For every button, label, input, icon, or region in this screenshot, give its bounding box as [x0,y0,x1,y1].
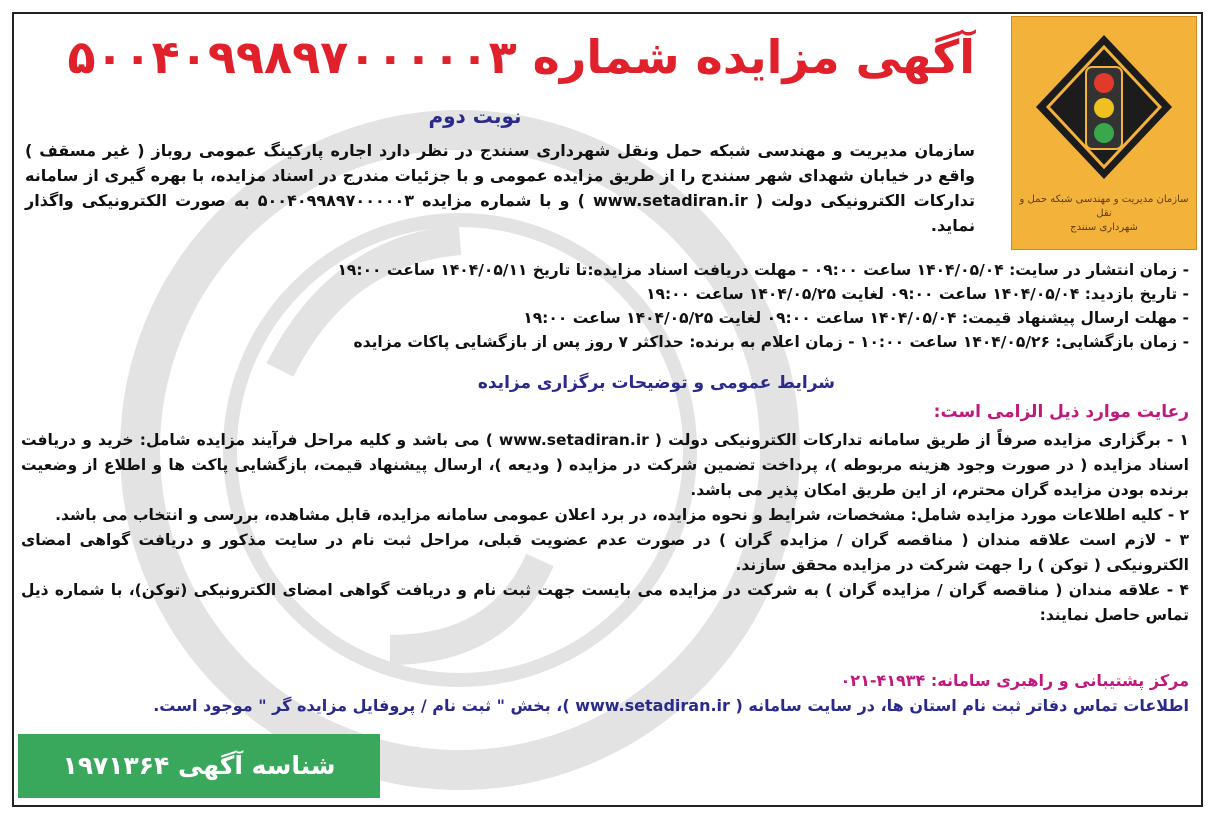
condition-item: ۲ - کلیه اطلاعات مورد مزایده شامل: مشخصات، شرایط و نحوه مزایده، در برد اعلان عمومی سامانه مزایده، قابل مشاهده، بررسی و انتخاب می باشد. [55,506,1189,524]
date-line: - زمان بازگشایی: ۱۴۰۴/۰۵/۲۶ ساعت ۱۰:۰۰ - زمان اعلام به برنده: حداکثر ۷ روز پس از بازگشایی پاکات مزایده [353,333,1189,351]
traffic-light-icon [1012,17,1196,197]
condition-item: ۱ - برگزاری مزایده صرفاً از طریق سامانه تدارکات الکترونیکی دولت ( www.setadiran.ir ) می باشد و کلیه مراحل فرآیند مزایده شامل: خرید و دریافت اسناد مزایده ( در صورت وجود هزینه مربوطه )، پرداخت تضمین شرکت در مزایده ( ودیعه )، ارسال پیشنهاد قیمت، بازگشایی پاکت ها و اطلاع از وضعیت برنده بودن مزایده گران محترم، از این طریق امکان پذیر می باشد. [21,431,1189,499]
intro-paragraph: سازمان مدیریت و مهندسی شبکه حمل ونقل شهرداری سنندج در نظر دارد اجاره پارکینگ عمومی روباز ( غیر مسقف ) واقع در خیابان شهدای شهر سنندج را از طریق مزایده عمومی و با جزئیات مندرج در اسناد مزایده، با بهره گیری از سامانه تدارکات الکترونیکی دولت ( www.setadiran.ir ) و با شماره مزایده ۵۰۰۴۰۹۹۸۹۷۰۰۰۰۰۳ به صورت الکترونیکی واگذار نماید. [25,141,976,235]
logo-caption-line2: شهرداری سنندج [1070,222,1138,233]
condition-item: ۴ - علاقه مندان ( مناقصه گران / مزایده گران ) به شرکت در مزایده می بایست جهت ثبت نام و دریافت گواهی امضای الکترونیکی (توکن)، با شماره ذیل تماس حاصل نمایند: [21,581,1189,624]
offices-line: اطلاعات تماس دفاتر ثبت نام استان ها، در سایت سامانه ( www.setadiran.ir )، بخش " ثبت نام / پروفایل مزایده گر " موجود است. [153,696,1189,715]
notice-title: آگهی مزایده شماره ۵۰۰۴۰۹۹۸۹۷۰۰۰۰۰۳ [67,30,975,84]
date-line: - زمان انتشار در سایت: ۱۴۰۴/۰۵/۰۴ ساعت ۰۹:۰۰ - مهلت دریافت اسناد مزایده:تا تاریخ ۱۴۰۴/۰۵/۱۱ ساعت ۱۹:۰۰ [337,261,1189,279]
required-heading: رعایت موارد ذیل الزامی است: [933,402,1189,422]
conditions-list [21,428,1189,628]
logo-caption-line1: سازمان مدیریت و مهندسی شبکه حمل و نقل [1019,194,1189,219]
date-line: - تاریخ بازدید: ۱۴۰۴/۰۵/۰۴ ساعت ۰۹:۰۰ لغایت ۱۴۰۴/۰۵/۲۵ ساعت ۱۹:۰۰ [646,285,1189,303]
date-line: - مهلت ارسال پیشنهاد قیمت: ۱۴۰۴/۰۵/۰۴ ساعت ۰۹:۰۰ لغایت ۱۴۰۴/۰۵/۲۵ ساعت ۱۹:۰۰ [523,309,1189,327]
section-title: شرایط عمومی و توضیحات برگزاری مزایده [477,373,835,393]
notice-round: نوبت دوم [428,104,522,128]
dates-list [29,258,1189,354]
support-line: مرکز پشتیبانی و راهبری سامانه: ۴۱۹۳۴-۰۲۱ [840,671,1189,690]
organization-logo [1011,16,1197,250]
condition-item: ۳ - لازم است علاقه مندان ( مناقصه گران / مزایده گران ) در صورت عدم عضویت قبلی، مراحل ثبت نام در سایت مذکور و دریافت گواهی امضای الکترونیکی ( توکن ) را جهت شرکت در مزایده محقق سازند. [21,531,1189,574]
ad-id-badge: شناسه آگهی ۱۹۷۱۳۶۴ [18,734,380,798]
contact-block [21,668,1189,718]
